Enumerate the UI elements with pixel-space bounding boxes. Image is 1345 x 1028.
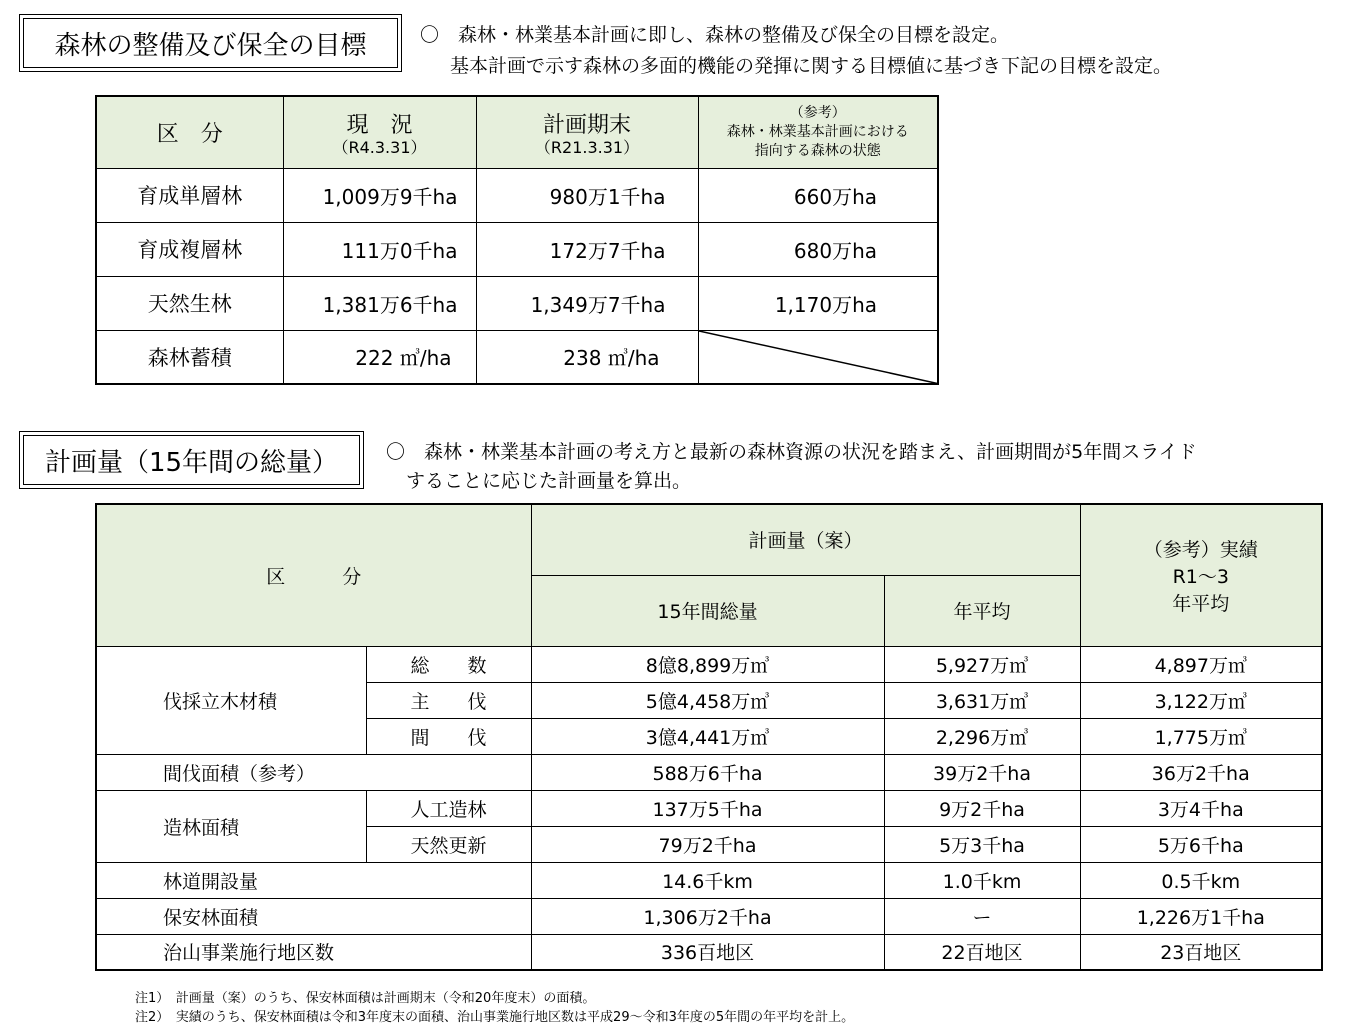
goal-header-current-label: 現 況 [346,112,413,138]
planting-natural-ref: 5万6千ha [1080,826,1322,862]
table-row [96,754,1322,790]
harvest-thin-sub: 間 伐 [366,718,531,754]
harvest-thin-total: 3億4,441万㎥ [531,718,884,754]
goal-row-plan: 1,349万7千ha [476,276,698,330]
goal-header-reference-l2: 森林・林業基本計画における [726,123,909,140]
section2-title-box [19,431,364,489]
plan-header-reference-l1: （参考）実績 [1143,538,1258,561]
harvest-main-annual: 3,631万㎥ [884,682,1080,718]
goal-header-current [283,96,476,168]
road-label: 林道開設量 [96,862,531,898]
goal-header-reference-l1: （参考） [789,104,846,121]
goal-row-reference-empty [698,330,938,384]
harvest-total-annual: 5,927万㎥ [884,646,1080,682]
table-row [96,646,1322,682]
protection-total: 1,306万2千ha [531,898,884,934]
thin-area-total: 588万6千ha [531,754,884,790]
goal-header-plan-end-date: （R21.3.31） [534,137,640,157]
harvest-thin-annual: 2,296万㎥ [884,718,1080,754]
thin-area-label: 間伐面積（参考） [96,754,531,790]
goal-row-label: 森林蓄積 [96,330,283,384]
goal-row [96,330,938,384]
goal-row-plan: 980万1千ha [476,168,698,222]
planting-artificial-ref: 3万4千ha [1080,790,1322,826]
plan-header-plan: 計画量（案） [531,504,1080,575]
erosion-annual: 22百地区 [884,934,1080,970]
harvest-main-ref: 3,122万㎥ [1080,682,1322,718]
thin-area-annual: 39万2千ha [884,754,1080,790]
erosion-label: 治山事業施行地区数 [96,934,531,970]
plan-header-annual: 年平均 [884,575,1080,646]
thin-area-ref: 36万2千ha [1080,754,1322,790]
footnote-1: 注1） 計画量（案）のうち、保安林面積は計画期末（令和20年度末）の面積。 [135,991,596,1006]
goal-row-current: 1,009万9千ha [283,168,476,222]
goal-row-reference: 680万ha [698,222,938,276]
planting-artificial-annual: 9万2千ha [884,790,1080,826]
protection-label: 保安林面積 [96,898,531,934]
goal-row-plan: 238 ㎥/ha [476,330,698,384]
diagonal-line [699,331,938,384]
planting-artificial-sub: 人工造林 [366,790,531,826]
goal-row-reference: 660万ha [698,168,938,222]
goal-header-reference-l3: 指向する森林の状態 [754,142,881,159]
goal-table-header [96,96,938,168]
goal-header-current-date: （R4.3.31） [332,137,427,157]
table-row [96,862,1322,898]
harvest-main-total: 5億4,458万㎥ [531,682,884,718]
goal-row-reference: 1,170万ha [698,276,938,330]
planting-natural-sub: 天然更新 [366,826,531,862]
goal-row-current: 1,381万6千ha [283,276,476,330]
plan-header-total15: 15年間総量 [531,575,884,646]
goal-row-plan: 172万7千ha [476,222,698,276]
protection-ref: 1,226万1千ha [1080,898,1322,934]
goal-header-reference [698,96,938,168]
harvest-label: 伐採立木材積 [96,646,366,754]
planting-artificial-total: 137万5千ha [531,790,884,826]
section1-title-box [19,14,402,72]
harvest-total-ref: 4,897万㎥ [1080,646,1322,682]
section2-note-line1: 〇 森林・林業基本計画の考え方と最新の森林資源の状況を踏まえ、計画期間が5年間スライド [386,441,1197,463]
section2-note-line2: することに応じた計画量を算出。 [406,470,692,492]
plan-table [95,503,1323,971]
erosion-ref: 23百地区 [1080,934,1322,970]
harvest-main-sub: 主 伐 [366,682,531,718]
section1-note-line1: 〇 森林・林業基本計画に即し、森林の整備及び保全の目標を設定。 [420,24,1010,46]
footnote-2: 注2） 実績のうち、保安林面積は令和3年度末の面積、治山事業施行地区数は平成29～令和3年度の5年間の年平均を計上。 [135,1010,855,1025]
section2-title: 計画量（15年間の総量） [23,435,360,485]
goal-header-plan-end-label: 計画期末 [542,112,631,138]
section1-title: 森林の整備及び保全の目標 [23,18,398,68]
erosion-total: 336百地区 [531,934,884,970]
harvest-thin-ref: 1,775万㎥ [1080,718,1322,754]
section1-note-line2: 基本計画で示す森林の多面的機能の発揮に関する目標値に基づき下記の目標を設定。 [450,55,1173,77]
table-row [96,790,1322,826]
goal-table [95,95,939,385]
road-annual: 1.0千km [884,862,1080,898]
harvest-total-sub: 総 数 [366,646,531,682]
plan-header-reference-l2: R1～3 [1172,565,1229,588]
goal-header-plan-end [476,96,698,168]
goal-header-category: 区 分 [96,96,283,168]
goal-row-label: 育成複層林 [96,222,283,276]
goal-row-current: 111万0千ha [283,222,476,276]
planting-label: 造林面積 [96,790,366,862]
plan-header-reference [1080,504,1322,646]
table-row [96,898,1322,934]
goal-row-label: 天然生林 [96,276,283,330]
plan-table-header-row1 [96,504,1322,575]
goal-row [96,276,938,330]
goal-row-current: 222 ㎥/ha [283,330,476,384]
road-ref: 0.5千km [1080,862,1322,898]
table-row [96,934,1322,970]
planting-natural-total: 79万2千ha [531,826,884,862]
goal-row [96,168,938,222]
planting-natural-annual: 5万3千ha [884,826,1080,862]
plan-header-reference-l3: 年平均 [1172,592,1230,615]
plan-header-category: 区 分 [96,504,531,646]
goal-row [96,222,938,276]
protection-annual: ー [884,898,1080,934]
goal-row-label: 育成単層林 [96,168,283,222]
harvest-total-total: 8億8,899万㎥ [531,646,884,682]
road-total: 14.6千km [531,862,884,898]
